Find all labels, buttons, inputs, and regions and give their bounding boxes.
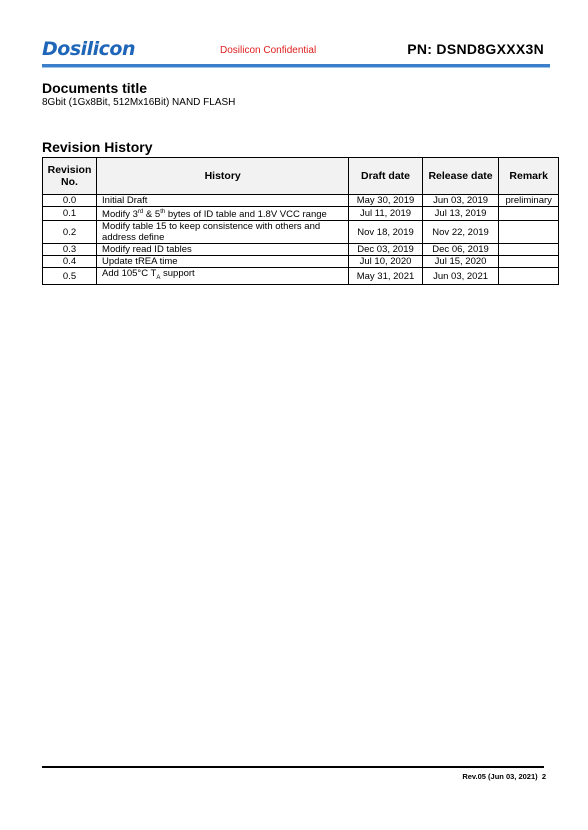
draft-date-cell: Jul 10, 2020: [349, 256, 422, 268]
release-date-cell: Jul 13, 2019: [422, 207, 499, 221]
documents-title-heading: Documents title: [42, 80, 148, 96]
remark-cell: [499, 244, 559, 256]
history-cell: Modify table 15 to keep consistence with others and address define: [97, 221, 349, 244]
history-cell: Modify read ID tables: [97, 244, 349, 256]
footer-rule: [42, 766, 544, 768]
remark-cell: [499, 207, 559, 221]
header-rule-light: [42, 67, 550, 68]
superscript: rd: [137, 209, 144, 215]
draft-date-cell: Jul 11, 2019: [349, 207, 422, 221]
footer-revision: Rev.05 (Jun 03, 2021): [462, 772, 538, 781]
release-date-cell: Dec 06, 2019: [422, 244, 499, 256]
table-header-row: [43, 158, 559, 195]
column-header-release-date: Release date: [422, 158, 499, 195]
remark-cell: preliminary: [499, 195, 559, 207]
revision-cell: 0.4: [43, 256, 97, 268]
column-header-remark: Remark: [499, 158, 559, 195]
table-row: [43, 268, 559, 285]
confidential-label: Dosilicon Confidential: [220, 45, 317, 56]
table-row: [43, 207, 559, 221]
page-footer: [462, 772, 546, 781]
table-row: [43, 256, 559, 268]
release-date-cell: Nov 22, 2019: [422, 221, 499, 244]
history-cell: Update tREA time: [97, 256, 349, 268]
column-header-history: History: [97, 158, 349, 195]
revision-history-table: [42, 157, 559, 285]
subscript: A: [156, 275, 161, 282]
documents-subtitle: 8Gbit (1Gx8Bit, 512Mx16Bit) NAND FLASH: [42, 97, 236, 108]
draft-date-cell: May 31, 2021: [349, 268, 422, 285]
history-text: Modify 3: [102, 209, 138, 221]
revision-history-heading: Revision History: [42, 139, 153, 155]
history-cell: [97, 207, 349, 221]
revision-cell: 0.3: [43, 244, 97, 256]
table-row: [43, 195, 559, 207]
draft-date-cell: Nov 18, 2019: [349, 221, 422, 244]
release-date-cell: Jul 15, 2020: [422, 256, 499, 268]
column-header-revision: Revision No.: [43, 158, 97, 195]
remark-cell: [499, 268, 559, 285]
history-text: Add 105°C T: [102, 268, 157, 280]
table-row: [43, 244, 559, 256]
revision-cell: 0.5: [43, 268, 97, 285]
revision-cell: 0.0: [43, 195, 97, 207]
history-text: support: [160, 268, 195, 280]
part-number: PN: DSND8GXXX3N: [407, 41, 544, 57]
history-cell: [97, 268, 349, 285]
draft-date-cell: May 30, 2019: [349, 195, 422, 207]
page-header: [42, 38, 550, 64]
superscript: th: [160, 209, 166, 215]
page-number: 2: [541, 772, 546, 781]
history-text: & 5: [143, 209, 161, 221]
remark-cell: [499, 221, 559, 244]
remark-cell: [499, 256, 559, 268]
revision-cell: 0.2: [43, 221, 97, 244]
revision-cell: 0.1: [43, 207, 97, 221]
history-cell: Initial Draft: [97, 195, 349, 207]
history-text: bytes of ID table and 1.8V VCC range: [165, 209, 327, 221]
table-row: [43, 221, 559, 244]
draft-date-cell: Dec 03, 2019: [349, 244, 422, 256]
release-date-cell: Jun 03, 2019: [422, 195, 499, 207]
company-logo: Dosilicon: [42, 38, 136, 60]
column-header-draft-date: Draft date: [349, 158, 422, 195]
release-date-cell: Jun 03, 2021: [422, 268, 499, 285]
